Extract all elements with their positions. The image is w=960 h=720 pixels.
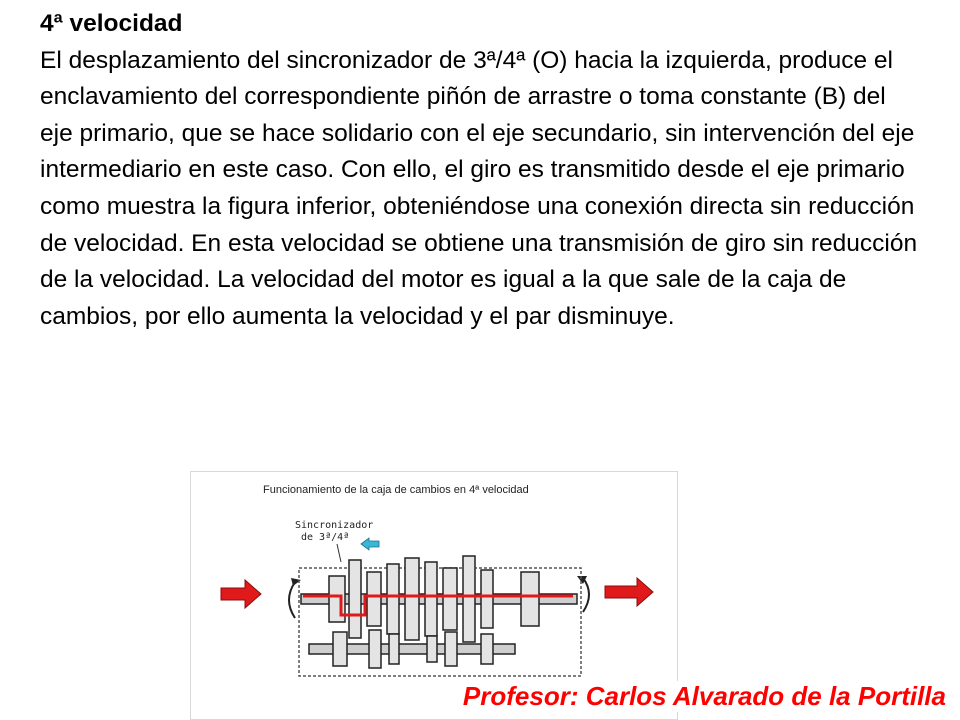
slide-body: El desplazamiento del sincronizador de 3ª/4ª (O) hacia la izquierda, produce el enclavamiento del correspondiente piñón de arrastre o toma constante (B) del eje primario, que se hace solidario con el eje secundario, sin intervención del eje intermediario en este caso. Con ello, el giro es transmitido desde el eje primario como muestra la figura inferior, obteniéndose una conexión directa sin reducción de velocidad. En esta velocidad se obtiene una transmisión de giro sin reducción de la velocidad. La velocidad del motor es igual a la que sale de la caja de cambios, por ello aumenta la velocidad y el par disminuye. [40,46,918,330]
sync-hub-1-2 [405,558,419,640]
counter-gear-5 [445,632,457,666]
sync-leader-line [337,544,341,562]
output-rotation-icon [583,578,589,612]
gear-2 [387,564,399,634]
sync-hub-5 [463,556,475,642]
counter-gear-3 [369,630,381,668]
reverse-gear [481,570,493,628]
counter-gear-reverse [481,634,493,664]
counter-gear-constant [333,632,347,666]
slide-text [40,6,920,335]
footer-author: Profesor: Carlos Alvarado de la Portilla [462,681,946,711]
sync-direction-arrow-icon [361,538,379,550]
gear-5 [443,568,457,630]
figure-caption: Funcionamiento de la caja de cambios en 4ª velocidad [263,484,529,496]
output-arrow-icon [605,578,653,606]
input-rotation-icon [289,582,295,618]
input-arrow-icon [221,580,261,608]
output-flange [521,572,539,626]
slide-title: 4ª velocidad [40,10,183,37]
gear-3 [367,572,381,626]
sync-label-line1: Sincronizador [295,520,374,531]
sync-label-line2: de 3ª/4ª [301,532,350,543]
counter-gear-2 [389,634,399,664]
gear-1 [425,562,437,636]
counter-gear-1 [427,636,437,662]
sync-hub-3-4 [349,560,361,638]
